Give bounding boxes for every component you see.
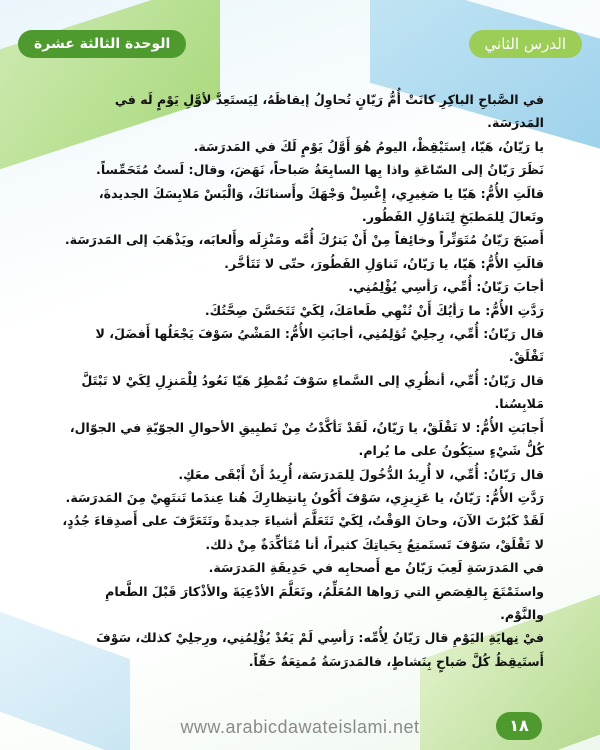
paragraph: أجابَ رَيّانُ: أُمِّي، رَأسِي يُؤْلِمُنِي. bbox=[348, 279, 544, 295]
paragraph: نَظَرَ رَيّانُ إلى السّاعَةِ واذا بِها السابِعَةُ صَباحاً، نَهَضَ، وقال: لَستُ مُتَحَمِّساً. bbox=[96, 162, 544, 178]
paragraph: واستَمْتَعَ بِالقِصَصِ التي رَواها المُعَلِّمُ، وتَعَلَّمَ الأدْعِيَةَ والأذْكارَ قَبْلَ الطَّعامِ والنَّوْم. bbox=[105, 583, 544, 622]
story-text bbox=[60, 88, 544, 690]
paragraph: أَصبَحَ رَيّانُ مُتَوَتِّراً وخائِفاً مِنْ أَنْ يَترُكَ أُمَّه ومَنْزِلَه وأَلعابَه، ويَذْهَبَ إلى المَدرَسَة. bbox=[64, 232, 544, 248]
paragraph: قالَتِ الأُمُّ: هَيّا يا صَغِيرِي، إِغْسِلْ وَجْهَكَ وأَسنانَكَ، وَالْبَسْ مَلابِسَكَ الجديدةَ، وتَعالَ لِلمَطبَخِ لِتَناوُلِ الفَطُور. bbox=[98, 185, 544, 225]
paragraph: رَدَّتِ الأُمُّ: رَيّانُ، يا عَزِيزِي، سَوْفَ أَكُونُ بِانتِظارِكَ هُنا عِندَما تَنتَهِيْ مِنَ المَدرَسَة. bbox=[65, 489, 544, 505]
paragraph: قالَتِ الأُمُّ: هَيّا، يا رَيّانُ، تَناوَلِ الفَطُورَ، حتّى لا تَتَأخَّر. bbox=[224, 255, 544, 271]
paragraph: لَقَدْ كَبُرْتَ الآنَ، وحانَ الوَقْتُ، لِكَيْ تَتَعَلَّمَ أشياءَ جديدةً وتَتَعَرَّفَ على أَصدِقاءَ جُدُدٍ، لا تَقْلَقْ، سَوْفَ تَستَمتِعُ بِحَياتِكَ كثيراً، أنا مُتَأكِّدَةٌ مِنْ ذلك. bbox=[62, 513, 544, 552]
paragraph: في المَدرَسَةِ لَعِبَ رَيّانُ مع أَصحابِه في حَدِيقَةِ المَدرَسَة. bbox=[208, 560, 544, 576]
paragraph: في الصَّباحِ الباكِرِ كانَتْ أُمُّ رَيّانٍ تُحاوِلُ إيقاظَهُ، لِيَستَعِدَّ لأوَّلِ يَوْمٍ لَه في المَدرَسَة. bbox=[114, 92, 544, 131]
paragraph: يا رَيّانُ، هَيّا، اِستَيْقِظْ، اليومُ هُوَ أَوَّلُ يَوْمٍ لَكَ في المَدرَسَة. bbox=[193, 138, 544, 154]
unit-title-badge: الوحدة الثالثة عشرة bbox=[18, 30, 186, 58]
paragraph: فيْ نِهايَةِ اليَوْمِ قال رَيّانُ لِأُمِّه: رَأسِي لَمْ يَعُدْ يُؤْلِمُنِي، ورِجلِيْ كذلك، سَوْفَ أَستَيقِظُ كُلَّ صَباحٍ بِنَشاطٍ، فالمَدرَسَةُ مُمتِعَةٌ حَقّاً. bbox=[96, 630, 544, 669]
paragraph: قال رَيّانُ: أُمِّي، رِجلِيْ تُؤلِمُنِي، أجابَتِ الأُمُّ: المَشْيُ سَوْفَ يَجْعَلُها أَفضَلَ، لا تَقْلَقْ. bbox=[95, 326, 544, 365]
website-watermark: www.arabicdawateislami.net bbox=[180, 717, 420, 737]
lesson-title-badge: الدرس الثاني bbox=[469, 30, 582, 58]
paragraph: قال رَيّانُ: أُمِّي، أنظُرِي إلى السَّماءِ سَوْفَ تُمْطِرُ هَيّا نَعُودُ لِلْمَنزِلِ لِكَيْ لا تَبْتَلَّ مَلابِسُنا. bbox=[81, 372, 544, 412]
paragraph: رَدَّتِ الأُمُّ: ما رَأيُكَ أَنْ تُنْهِي طَعامَكَ، لِكَيْ تَتَحَسَّنَ صِحَّتُكَ. bbox=[204, 302, 544, 318]
page-number-badge: ١٨ bbox=[496, 712, 542, 740]
header-bar bbox=[18, 30, 582, 60]
paragraph: أَجابَتِ الأُمُّ: لا تَقْلَقْ، يا رَيّانُ، لَقَدْ تَأكَّدْتُ مِنْ تَطبِيقِ الأحوالِ الجوّيّةِ في الجوّال، كُلُّ شَيْءٍ سيَكُونُ على ما يُرام. bbox=[69, 419, 544, 459]
paragraph: قال رَيّانُ: أُمِّي، لا أُرِيدُ الدُّخُولَ لِلمَدرَسَة، أُرِيدُ أَنْ أَبْقَى معَكِ. bbox=[178, 466, 544, 482]
